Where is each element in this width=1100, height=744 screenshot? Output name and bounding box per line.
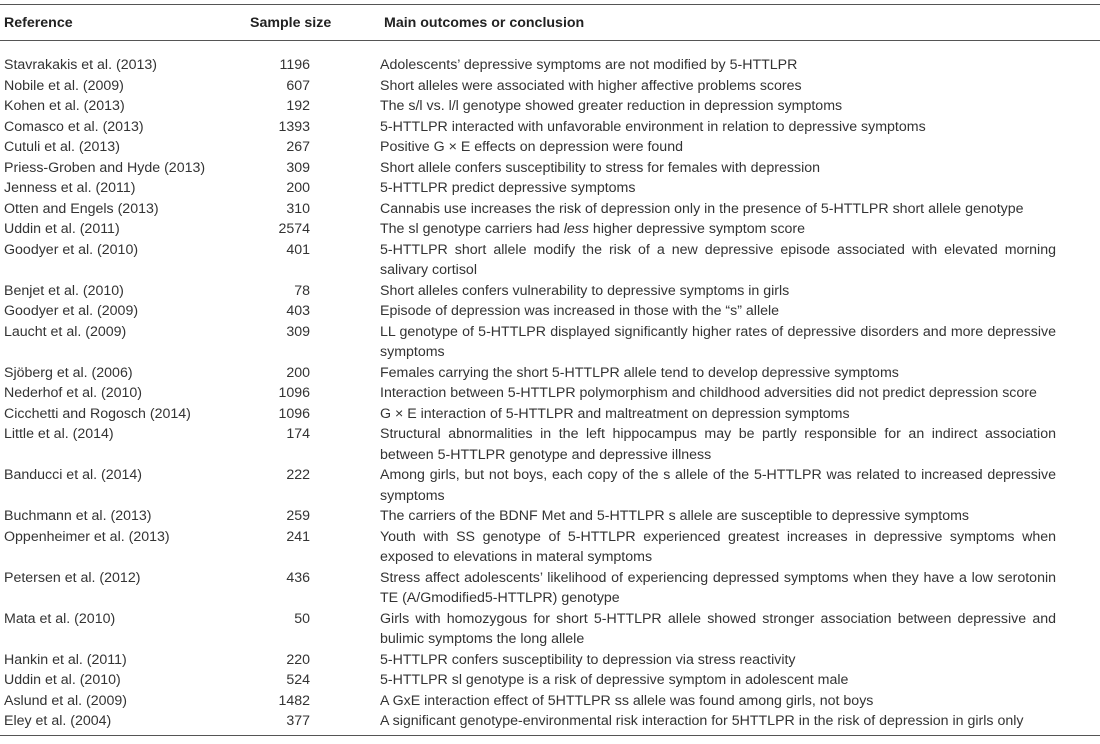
table-row xyxy=(0,117,1100,138)
table-row xyxy=(0,424,1100,465)
outcome-cell: Girls with homozygous for short 5-HTTLPR allele showed stronger association between depressive and bulimic symptoms the long allele xyxy=(380,610,1056,647)
sample-size-cell: 220 xyxy=(286,651,310,668)
sample-size-cell: 310 xyxy=(286,200,310,217)
reference-cell: Comasco et al. (2013) xyxy=(4,118,144,135)
outcome-cell: Adolescents’ depressive symptoms are not modified by 5-HTTLPR xyxy=(380,57,798,73)
sample-size-cell: 309 xyxy=(286,159,310,176)
reference-cell: Cutuli et al. (2013) xyxy=(4,139,120,155)
reference-cell: Hankin et al. (2011) xyxy=(4,651,127,668)
outcome-text-post: higher depressive symptom score xyxy=(588,221,806,237)
outcome-cell: Short alleles confers vulnerability to depressive symptoms in girls xyxy=(380,282,790,299)
outcome-cell: 5-HTTLPR sl genotype is a risk of depressive symptom in adolescent male xyxy=(380,672,849,688)
reference-cell: Banducci et al. (2014) xyxy=(4,467,143,483)
outcome-cell: LL genotype of 5-HTTLPR displayed significantly higher rates of depressive disorders and more depressive symptoms xyxy=(380,323,1056,360)
outcome-cell: 5-HTTLPR short allele modify the risk of a new depressive episode associated with elevated morning salivary cortisol xyxy=(380,241,1056,278)
header-outcomes: Main outcomes or conclusion xyxy=(380,5,1100,41)
outcome-text-emphasis: less xyxy=(563,221,589,237)
outcome-cell: 5-HTTLPR predict depressive symptoms xyxy=(380,180,636,196)
table-row xyxy=(0,711,1100,735)
outcome-cell: 5-HTTLPR confers susceptibility to depression via stress reactivity xyxy=(380,651,796,668)
reference-cell: Eley et al. (2004) xyxy=(0,711,246,735)
reference-cell: Little et al. (2014) xyxy=(4,426,114,442)
outcome-cell: Youth with SS genotype of 5-HTTLPR experienced greatest increases in depressive symptoms when exposed to elevations in materal symptoms xyxy=(380,528,1056,565)
sample-size-cell: 1482 xyxy=(278,692,310,709)
table-row xyxy=(0,404,1100,425)
table-row xyxy=(0,41,1100,76)
table-row xyxy=(0,527,1100,568)
studies-table xyxy=(0,4,1100,736)
table-body xyxy=(0,41,1100,736)
sample-size-cell: 267 xyxy=(286,139,310,155)
sample-size-cell: 607 xyxy=(286,77,310,94)
sample-size-cell: 1096 xyxy=(278,405,310,422)
reference-cell: Sjöberg et al. (2006) xyxy=(4,364,133,381)
table-row xyxy=(0,465,1100,506)
sample-size-cell: 241 xyxy=(286,528,310,545)
sample-size-cell: 1393 xyxy=(278,118,310,135)
reference-cell: Mata et al. (2010) xyxy=(4,610,116,627)
sample-size-cell: 524 xyxy=(286,672,310,688)
table-row xyxy=(0,178,1100,199)
outcome-cell: G × E interaction of 5-HTTLPR and maltreatment on depression symptoms xyxy=(380,405,850,422)
reference-cell: Petersen et al. (2012) xyxy=(4,569,141,586)
table-row xyxy=(0,363,1100,384)
reference-cell: Benjet et al. (2010) xyxy=(4,282,124,299)
table-row xyxy=(0,670,1100,691)
sample-size-cell: 1196 xyxy=(279,57,310,73)
table-row xyxy=(0,281,1100,302)
outcome-cell: Among girls, but not boys, each copy of the s allele of the 5-HTTLPR was related to increased depressive symptoms xyxy=(380,467,1056,504)
outcome-cell: The carriers of the BDNF Met and 5-HTTLPR s allele are susceptible to depressive symptoms xyxy=(380,508,970,524)
sample-size-cell: 200 xyxy=(286,180,310,196)
reference-cell: Nobile et al. (2009) xyxy=(4,77,124,94)
reference-cell: Otten and Engels (2013) xyxy=(4,200,159,217)
sample-size-cell: 1096 xyxy=(278,385,310,401)
table-row xyxy=(0,219,1100,240)
sample-size-cell: 403 xyxy=(286,303,310,319)
outcome-cell: Short alleles were associated with higher affective problems scores xyxy=(380,77,802,94)
outcome-cell: Structural abnormalities in the left hippocampus may be partly responsible for an indirect association between 5-HTTLPR genotype and depressive illness xyxy=(380,426,1056,463)
table-header xyxy=(0,5,1100,41)
reference-cell: Kohen et al. (2013) xyxy=(4,98,125,114)
outcome-cell: A GxE interaction effect of 5HTTLPR ss allele was found among girls, not boys xyxy=(380,692,874,709)
reference-cell: Cicchetti and Rogosch (2014) xyxy=(4,405,191,422)
reference-cell: Buchmann et al. (2013) xyxy=(4,508,152,524)
outcome-cell: Episode of depression was increased in those with the “s” allele xyxy=(380,303,780,319)
outcome-cell: Short allele confers susceptibility to stress for females with depression xyxy=(380,159,821,176)
table-row xyxy=(0,383,1100,404)
reference-cell: Aslund et al. (2009) xyxy=(4,692,128,709)
table-row xyxy=(0,609,1100,650)
header-reference: Reference xyxy=(0,5,246,41)
table-row xyxy=(0,568,1100,609)
sample-size-cell: 436 xyxy=(286,569,310,586)
sample-size-cell: 222 xyxy=(286,467,310,483)
table-row xyxy=(0,322,1100,363)
outcome-cell: Interaction between 5-HTTLPR polymorphism and childhood adversities did not predict depression score xyxy=(380,385,1037,401)
sample-size-cell: 2574 xyxy=(278,221,310,237)
table-row xyxy=(0,301,1100,322)
outcome-cell: A significant genotype-environmental risk interaction for 5HTTLPR in the risk of depression in girls only xyxy=(380,711,1100,735)
header-sample-size: Sample size xyxy=(246,5,380,41)
sample-size-cell: 377 xyxy=(246,711,380,735)
table-row xyxy=(0,158,1100,179)
sample-size-cell: 174 xyxy=(286,426,310,442)
table-row xyxy=(0,691,1100,712)
table-row xyxy=(0,76,1100,97)
outcome-cell: Stress affect adolescents’ likelihood of experiencing depressed symptoms when they have a low serotonin TE (A/Gmodified5-HTTLPR) genotype xyxy=(380,569,1056,606)
table-row xyxy=(0,96,1100,117)
table-row xyxy=(0,199,1100,220)
reference-cell: Stavrakakis et al. (2013) xyxy=(4,57,157,73)
sample-size-cell: 200 xyxy=(286,364,310,381)
sample-size-cell: 401 xyxy=(286,241,310,258)
table-row xyxy=(0,240,1100,281)
sample-size-cell: 78 xyxy=(294,282,310,299)
outcome-text-pre: The sl genotype carriers had xyxy=(380,221,564,237)
table-row xyxy=(0,506,1100,527)
reference-cell: Laucht et al. (2009) xyxy=(4,323,127,340)
outcome-cell: Females carrying the short 5-HTTLPR allele tend to develop depressive symptoms xyxy=(380,364,899,381)
outcome-cell xyxy=(380,219,1100,240)
reference-cell: Uddin et al. (2010) xyxy=(4,672,121,688)
sample-size-cell: 259 xyxy=(286,508,310,524)
reference-cell: Priess-Groben and Hyde (2013) xyxy=(4,159,206,176)
reference-cell: Goodyer et al. (2010) xyxy=(4,241,139,258)
reference-cell: Uddin et al. (2011) xyxy=(4,221,120,237)
outcome-cell: 5-HTTLPR interacted with unfavorable environment in relation to depressive symptoms xyxy=(380,118,926,135)
reference-cell: Goodyer et al. (2009) xyxy=(4,303,139,319)
sample-size-cell: 309 xyxy=(286,323,310,340)
outcome-cell: Positive G × E effects on depression were found xyxy=(380,139,683,155)
table-row xyxy=(0,137,1100,158)
reference-cell: Nederhof et al. (2010) xyxy=(4,385,143,401)
reference-cell: Jenness et al. (2011) xyxy=(4,180,136,196)
reference-cell: Oppenheimer et al. (2013) xyxy=(4,528,170,545)
sample-size-cell: 192 xyxy=(286,98,310,114)
table-row xyxy=(0,650,1100,671)
outcome-cell: The s/l vs. l/l genotype showed greater reduction in depression symptoms xyxy=(380,98,843,114)
header-row xyxy=(0,5,1100,41)
outcome-cell: Cannabis use increases the risk of depression only in the presence of 5-HTTLPR short allele genotype xyxy=(380,200,1024,217)
sample-size-cell: 50 xyxy=(294,610,310,627)
